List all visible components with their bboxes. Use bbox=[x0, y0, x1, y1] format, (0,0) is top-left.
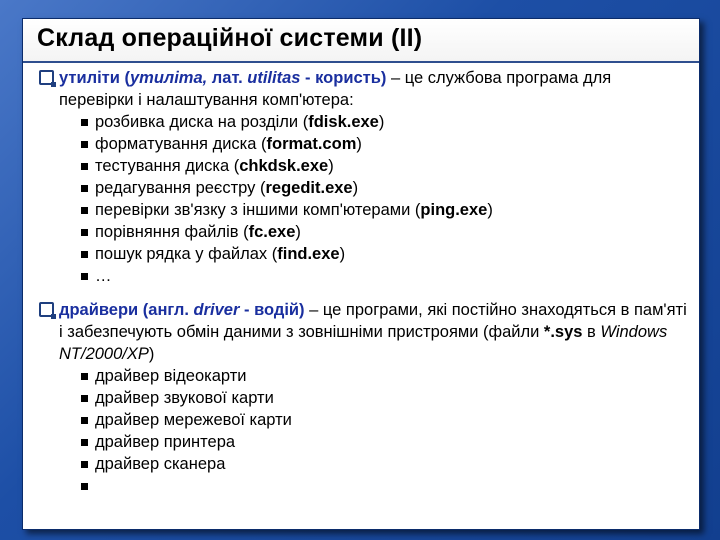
item-command: fc.exe bbox=[248, 223, 296, 241]
list-item: драйвер відеокарти bbox=[79, 365, 689, 387]
list-item bbox=[79, 177, 689, 199]
list-item bbox=[79, 265, 689, 287]
item-text: редагування реєстру ( bbox=[95, 179, 266, 197]
title-bar bbox=[23, 19, 699, 63]
list-item bbox=[79, 475, 689, 497]
drivers-paren-open: (англ. bbox=[138, 301, 194, 319]
drivers-def-2: в bbox=[582, 323, 601, 341]
list-item: драйвер звукової карти bbox=[79, 387, 689, 409]
item-command: find.exe bbox=[277, 245, 340, 263]
drivers-list bbox=[39, 365, 689, 497]
item-end: ) bbox=[339, 245, 346, 263]
utilities-etym-latin: utilitas bbox=[247, 69, 301, 87]
item-end: ) bbox=[328, 157, 334, 175]
item-command: format.com bbox=[266, 135, 357, 153]
list-item: драйвер мережевої карти bbox=[79, 409, 689, 431]
list-item bbox=[79, 133, 689, 155]
drivers-def-ext: *.sys bbox=[543, 323, 583, 341]
utilities-list bbox=[39, 111, 689, 287]
item-text: … bbox=[95, 267, 112, 285]
item-text: форматування диска ( bbox=[95, 135, 267, 153]
item-command: chkdsk.exe bbox=[239, 157, 329, 175]
list-item: драйвер сканера bbox=[79, 453, 689, 475]
drivers-etym-word: driver bbox=[193, 301, 240, 319]
checkbox-bullet-icon bbox=[39, 302, 54, 317]
checkbox-bullet-icon bbox=[39, 70, 54, 85]
utilities-etym-word: утиліта, bbox=[130, 69, 208, 87]
item-end: ) bbox=[378, 113, 385, 131]
drivers-term: драйвери bbox=[59, 301, 139, 319]
slide bbox=[22, 18, 700, 530]
item-command: ping.exe bbox=[420, 201, 488, 219]
item-text: пошук рядка у файлах ( bbox=[95, 245, 278, 263]
item-end: ) bbox=[352, 179, 359, 197]
list-item bbox=[79, 199, 689, 221]
list-item bbox=[79, 111, 689, 133]
item-text: перевірки зв'язку з іншими комп'ютерами ( bbox=[95, 201, 421, 219]
utilities-term: утиліти bbox=[59, 69, 120, 87]
slide-content bbox=[39, 67, 689, 497]
list-item: драйвер принтера bbox=[79, 431, 689, 453]
utilities-etym-rest: - користь) bbox=[300, 69, 387, 87]
spacer bbox=[39, 287, 689, 299]
slide-title: Склад операційної системи (II) bbox=[37, 24, 423, 52]
utilities-paragraph bbox=[39, 67, 689, 111]
item-command: regedit.exe bbox=[265, 179, 353, 197]
utilities-etym-lang: лат. bbox=[207, 69, 248, 87]
drivers-def-1: – це програми, які постійно знаходяться в пам'яті і забезпечують обмін даними з зовнішніми пристроями (файли bbox=[59, 301, 687, 341]
list-item bbox=[79, 155, 689, 177]
utilities-paren-open: ( bbox=[119, 69, 130, 87]
item-text: розбивка диска на розділи ( bbox=[95, 113, 309, 131]
drivers-def-3: ) bbox=[148, 345, 155, 363]
item-text: порівняння файлів ( bbox=[95, 223, 249, 241]
item-end: ) bbox=[487, 201, 493, 219]
drivers-paragraph bbox=[39, 299, 689, 365]
item-end: ) bbox=[295, 223, 301, 241]
list-item bbox=[79, 221, 689, 243]
item-command: fdisk.exe bbox=[308, 113, 379, 131]
item-text: тестування диска ( bbox=[95, 157, 240, 175]
list-item bbox=[79, 243, 689, 265]
utilities-definition: – це службова програма для перевірки і налаштування комп'ютера: bbox=[59, 69, 612, 109]
item-end: ) bbox=[356, 135, 362, 153]
drivers-etym-rest: - водій) bbox=[239, 301, 305, 319]
drivers-def-os: Windows NT/2000/XP bbox=[59, 323, 668, 363]
